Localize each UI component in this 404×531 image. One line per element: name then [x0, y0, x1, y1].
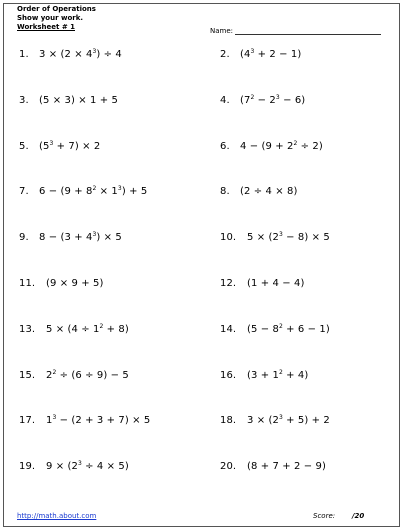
- problem-number: 4.: [220, 95, 230, 106]
- problem-expression: [46, 461, 129, 472]
- problem-1: [19, 49, 122, 60]
- exponent: 3: [275, 94, 280, 101]
- problem-number: 16.: [220, 370, 237, 381]
- exponent: 2: [52, 369, 57, 376]
- problem-expression: [39, 232, 122, 243]
- problem-number: 15.: [19, 370, 36, 381]
- problem-expression: [46, 278, 103, 289]
- expression-text: 5 × (4 ÷ 1: [46, 324, 100, 335]
- problem-number: 5.: [19, 141, 29, 152]
- exponent: 2: [92, 185, 97, 192]
- problem-expression: [240, 141, 323, 152]
- problem-expression: [46, 370, 129, 381]
- expression-text: + 4): [282, 370, 309, 381]
- problem-14: [220, 324, 330, 335]
- problem-expression: [247, 370, 308, 381]
- problem-number: 1.: [19, 49, 29, 60]
- problem-expression: [247, 232, 330, 243]
- expression-text: (1 + 4 − 4): [247, 278, 305, 289]
- expression-text: + 8): [103, 324, 129, 335]
- problem-number: 10.: [220, 232, 237, 243]
- expression-text: + 5) + 2: [282, 415, 330, 426]
- problem-19: [19, 461, 129, 472]
- problem-number: 20.: [220, 461, 237, 472]
- problem-expression: [240, 95, 305, 106]
- exponent: 3: [52, 414, 57, 421]
- score-label: Score:: [313, 512, 336, 520]
- exponent: 3: [92, 231, 97, 238]
- problem-expression: [247, 324, 330, 335]
- problem-number: 12.: [220, 278, 237, 289]
- expression-text: 1: [46, 415, 53, 426]
- problem-9: [19, 232, 122, 243]
- problem-number: 17.: [19, 415, 36, 426]
- problem-number: 7.: [19, 186, 29, 197]
- worksheet-subtitle: Show your work.: [17, 14, 84, 22]
- problem-expression: [46, 415, 150, 426]
- problem-number: 18.: [220, 415, 237, 426]
- expression-text: 4 − (9 + 2: [240, 141, 294, 152]
- exponent: 3: [278, 231, 283, 238]
- footer-link[interactable]: http://math.about.com: [17, 512, 97, 520]
- expression-text: 3 × (2 × 4: [39, 49, 93, 60]
- expression-text: (4: [240, 49, 251, 60]
- expression-text: ) ÷ 4: [96, 49, 122, 60]
- problem-15: [19, 370, 129, 381]
- expression-text: (2 ÷ 4 × 8): [240, 186, 298, 197]
- problem-6: [220, 141, 323, 152]
- expression-text: ) × 5: [96, 232, 122, 243]
- exponent: 2: [250, 94, 255, 101]
- exponent: 3: [49, 140, 54, 147]
- problem-12: [220, 278, 304, 289]
- name-field-line: [235, 34, 381, 35]
- exponent: 2: [293, 140, 298, 147]
- problem-7: [19, 186, 147, 197]
- exponent: 3: [278, 414, 283, 421]
- problem-3: [19, 95, 118, 106]
- expression-text: 8 − (3 + 4: [39, 232, 93, 243]
- worksheet-header: [17, 5, 96, 32]
- problem-expression: [39, 49, 122, 60]
- problem-expression: [39, 95, 118, 106]
- expression-text: (5: [39, 141, 50, 152]
- problem-expression: [39, 186, 147, 197]
- problem-expression: [46, 324, 129, 335]
- problem-5: [19, 141, 100, 152]
- exponent: 3: [92, 48, 97, 55]
- problem-number: 2.: [220, 49, 230, 60]
- exponent: 2: [278, 369, 283, 376]
- expression-text: ÷ 4 × 5): [81, 461, 129, 472]
- expression-text: 5 × (2: [247, 232, 279, 243]
- expression-text: (7: [240, 95, 251, 106]
- problem-number: 8.: [220, 186, 230, 197]
- problem-16: [220, 370, 308, 381]
- expression-text: (9 × 9 + 5): [46, 278, 104, 289]
- exponent: 2: [99, 323, 104, 330]
- problem-number: 6.: [220, 141, 230, 152]
- exponent: 3: [250, 48, 255, 55]
- problem-17: [19, 415, 150, 426]
- problem-20: [220, 461, 326, 472]
- worksheet-title: Order of Operations: [17, 5, 96, 13]
- problem-expression: [240, 49, 301, 60]
- exponent: 2: [278, 323, 283, 330]
- worksheet-number: Worksheet # 1: [17, 23, 75, 31]
- problem-18: [220, 415, 330, 426]
- problem-number: 9.: [19, 232, 29, 243]
- expression-text: 6 − (9 + 8: [39, 186, 93, 197]
- expression-text: (5 × 3) × 1 + 5: [39, 95, 118, 106]
- name-label: Name:: [210, 27, 234, 35]
- expression-text: + 7) × 2: [53, 141, 101, 152]
- expression-text: (5 − 8: [247, 324, 279, 335]
- expression-text: ) + 5: [121, 186, 148, 197]
- problem-expression: [39, 141, 100, 152]
- problem-number: 19.: [19, 461, 36, 472]
- expression-text: − (2 + 3 + 7) × 5: [56, 415, 151, 426]
- problem-expression: [247, 415, 330, 426]
- problem-number: 13.: [19, 324, 36, 335]
- problem-4: [220, 95, 305, 106]
- expression-text: 9 × (2: [46, 461, 78, 472]
- problem-number: 14.: [220, 324, 237, 335]
- expression-text: + 6 − 1): [282, 324, 330, 335]
- expression-text: ÷ 2): [297, 141, 323, 152]
- problem-11: [19, 278, 103, 289]
- expression-text: ÷ (6 ÷ 9) − 5: [56, 370, 129, 381]
- problem-number: 11.: [19, 278, 36, 289]
- problem-expression: [247, 278, 304, 289]
- score-total: /20: [352, 512, 365, 520]
- exponent: 3: [77, 460, 82, 467]
- expression-text: × 1: [96, 186, 118, 197]
- problem-number: 3.: [19, 95, 29, 106]
- expression-text: (8 + 7 + 2 − 9): [247, 461, 326, 472]
- expression-text: − 6): [279, 95, 306, 106]
- worksheet-page: [3, 3, 400, 527]
- problem-13: [19, 324, 129, 335]
- problem-8: [220, 186, 297, 197]
- expression-text: − 2: [254, 95, 276, 106]
- problem-expression: [247, 461, 326, 472]
- expression-text: − 8) × 5: [282, 232, 330, 243]
- exponent: 3: [117, 185, 122, 192]
- expression-text: 2: [46, 370, 53, 381]
- problem-2: [220, 49, 301, 60]
- problem-10: [220, 232, 330, 243]
- expression-text: + 2 − 1): [254, 49, 302, 60]
- expression-text: (3 + 1: [247, 370, 279, 381]
- problem-expression: [240, 186, 297, 197]
- expression-text: 3 × (2: [247, 415, 279, 426]
